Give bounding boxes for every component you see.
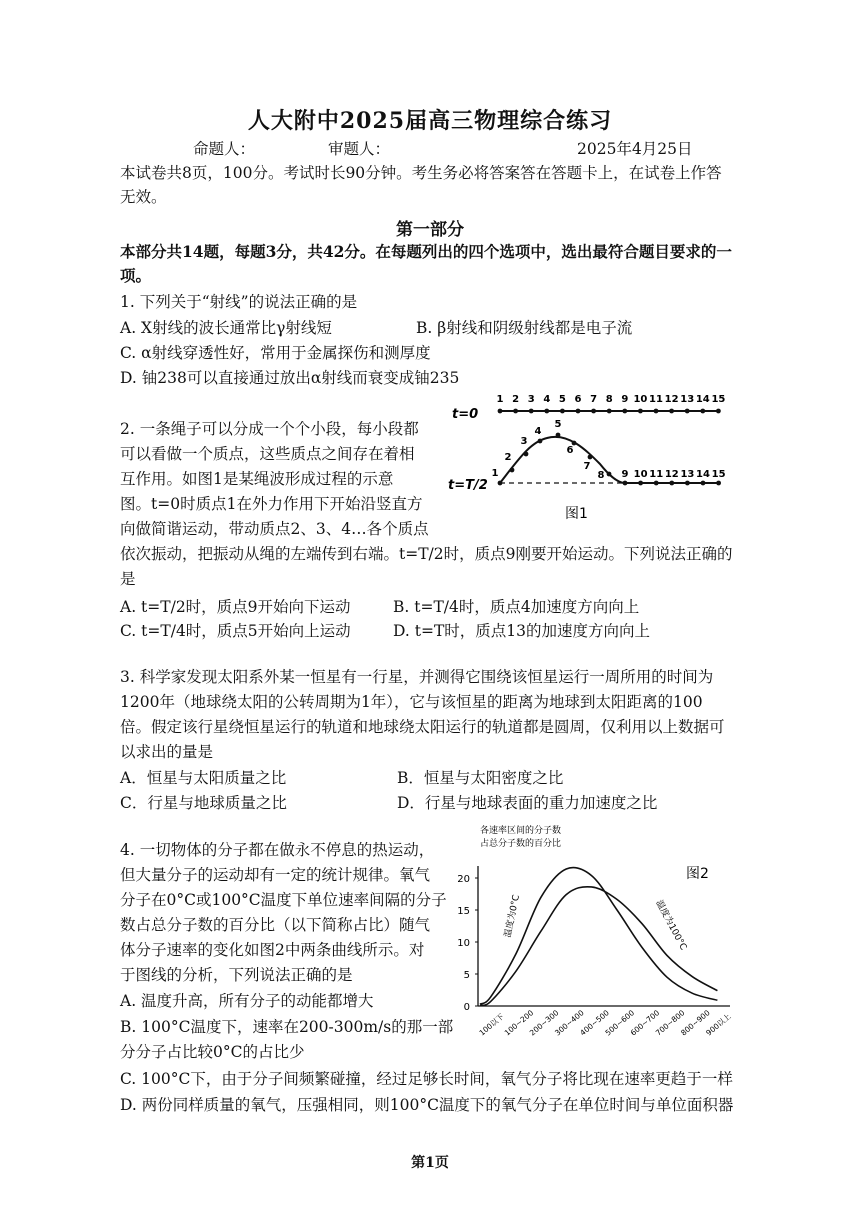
- fig1-wave-number: 8: [597, 470, 605, 481]
- fig1-flat-number: 13: [680, 469, 695, 480]
- fig1-wave-number: 5: [554, 419, 562, 430]
- fig2-y-tick-label: 15: [457, 906, 470, 917]
- fig1-top-point: [700, 409, 705, 414]
- q2-option-c: C. t=T/4时，质点5开始向上运动: [120, 622, 351, 640]
- fig2-x-tick-label: 500~600: [603, 1008, 637, 1038]
- fig1-top-point: [544, 409, 549, 414]
- q2-option-b: B. t=T/4时，质点4加速度方向向上: [393, 598, 640, 616]
- fig2-curve-label-0c: 温度为0°C: [503, 893, 522, 939]
- fig2-x-tick-label: 900以上: [704, 1011, 733, 1038]
- fig1-flat-point: [701, 481, 706, 486]
- fig1-top-point: [669, 409, 674, 414]
- fig1-top-number: 15: [711, 394, 726, 405]
- fig1-wave-number: 2: [504, 452, 512, 463]
- fig1-top-number: 3: [527, 394, 535, 405]
- fig1-wave-point: [607, 472, 612, 477]
- fig1-wave-number: 6: [566, 445, 574, 456]
- fig1-wave-curve: [500, 437, 624, 483]
- q2-line-4: 图。t=0时质点1在外力作用下开始沿竖直方: [120, 495, 423, 513]
- q3-line-1: 3. 科学家发现太阳系外某一恒星有一行星，并测得它围绕该恒星运行一周所用的时间为: [120, 668, 714, 686]
- fig1-top-point: [716, 409, 721, 414]
- q2-line-1: 2. 一条绳子可以分成一个个小段，每小段都: [120, 420, 419, 438]
- intro-line-2: 无效。: [120, 188, 167, 206]
- fig1-top-point: [513, 409, 518, 414]
- q4-option-b-line-2: 分分子占比较0°C的占比少: [120, 1043, 305, 1061]
- q4-line-6: 于图线的分析，下列说法正确的是: [120, 966, 353, 984]
- fig1-top-point: [560, 409, 565, 414]
- q1-option-b: B. β射线和阴级射线都是电子流: [416, 319, 633, 337]
- q4-line-4: 数占总分子数的百分比（以下简称占比）随气: [120, 916, 431, 934]
- fig2-y-tick-label: 10: [457, 938, 470, 949]
- reviewer-label: 审题人：: [328, 140, 391, 158]
- q1-option-d: D. 铀238可以直接通过放出α射线而衰变成铀235: [120, 369, 460, 387]
- fig1-flat-number: 9: [621, 469, 629, 480]
- fig2-y-tick-label: 5: [463, 970, 470, 981]
- q4-line-5: 体分子速率的变化如图2中两条曲线所示。对: [120, 941, 425, 959]
- fig1-top-number: 11: [649, 394, 663, 405]
- fig1-top-number: 2: [512, 394, 520, 405]
- fig1-top-number: 12: [664, 394, 679, 405]
- fig1-wave-point: [538, 439, 543, 444]
- fig1-top-number: 9: [621, 394, 629, 405]
- fig2-x-tick-label: 200~300: [527, 1008, 561, 1038]
- fig1-wave-number: 3: [520, 436, 528, 447]
- fig1-top-point: [622, 409, 627, 414]
- fig1-top-number: 14: [695, 394, 710, 405]
- fig1-flat-number: 10: [633, 469, 648, 480]
- fig1-flat-number: 12: [664, 469, 679, 480]
- q1-option-a: A. X射线的波长通常比γ射线短: [120, 319, 332, 337]
- q2-line-5: 向做简谐运动，带动质点2、3、4…各个质点: [120, 520, 429, 538]
- exam-title: 人大附中2025届高三物理综合练习: [247, 108, 613, 134]
- fig2-x-ticks: [478, 1008, 733, 1037]
- q3-line-3: 倍。假定该行星绕恒星运行的轨道和地球绕太阳运行的轨道都是圆周，仅利用以上数据可: [120, 718, 725, 736]
- fig2-x-tick-label: 100~200: [502, 1008, 536, 1038]
- fig1-top-point: [498, 409, 503, 414]
- section-desc-1: 本部分共14题，每题3分，共42分。在每题列出的四个选项中，选出最符合题目要求的一: [120, 242, 732, 261]
- fig1-top-point: [685, 409, 690, 414]
- q3-option-b: B．恒星与太阳密度之比: [397, 769, 564, 787]
- fig1-top-number: 8: [605, 394, 613, 405]
- q4-line-2: 但大量分子的运动却有一定的统计规律。氧气: [120, 866, 431, 884]
- fig1-wave-point: [510, 468, 515, 473]
- fig1-top-point: [654, 409, 659, 414]
- fig1-label-t0: t=0: [452, 407, 479, 422]
- fig1-flat-number: 11: [649, 469, 664, 480]
- fig1-top-point: [638, 409, 643, 414]
- q2-option-d: D. t=T时，质点13的加速度方向向上: [393, 622, 651, 640]
- fig2-y-tick-label: 20: [457, 874, 470, 885]
- fig2-y-tick-label: 0: [463, 1002, 470, 1013]
- q2-line-2: 可以看做一个质点，这些质点之间存在着相: [120, 445, 415, 463]
- fig1-flat-point: [716, 481, 721, 486]
- fig1-flat-point: [685, 481, 690, 486]
- q4-option-b-line-1: B. 100°C温度下，速率在200-300m/s的那一部: [120, 1018, 454, 1036]
- q3-option-d: D．行星与地球表面的重力加速度之比: [397, 794, 658, 812]
- q1-stem: 1. 下列关于“射线”的说法正确的是: [120, 293, 358, 311]
- intro-line-1: 本试卷共8页，100分。考试时长90分钟。考生务必将答案答在答题卡上，在试卷上作答: [120, 164, 722, 182]
- fig1-wave-number: 4: [534, 426, 542, 437]
- fig1-wave-point: [524, 452, 529, 457]
- fig2-x-tick-label: 400~500: [578, 1008, 611, 1038]
- fig2-ylabel-line-2: 占总分子数的百分比: [480, 839, 562, 849]
- fig1-top-number: 1: [496, 394, 504, 405]
- fig1-top-numbers: [497, 394, 726, 405]
- fig1-top-number: 13: [680, 394, 695, 405]
- fig2-ylabel-line-1: 各速率区间的分子数: [480, 826, 562, 836]
- q3-line-4: 以求出的量是: [120, 743, 214, 761]
- fig2-curve-label-100c: 温度为100°C: [653, 898, 688, 952]
- fig1-flat-point: [669, 481, 674, 486]
- fig1-top-number: 4: [543, 394, 551, 405]
- fig1-top-number: 6: [574, 394, 582, 405]
- fig1-flat-point: [654, 481, 659, 486]
- fig1-top-point: [607, 409, 612, 414]
- fig2-x-tick-label: 600~700: [628, 1008, 662, 1038]
- fig1-flat-number: 14: [696, 469, 710, 480]
- fig1-wave-point: [556, 433, 561, 438]
- figure-1-rope-wave: [448, 390, 738, 525]
- fig1-wave-point: [498, 481, 503, 486]
- fig1-top-number: 5: [558, 394, 566, 405]
- q4-option-c: C. 100°C下，由于分子间频繁碰撞，经过足够长时间，氧气分子将比现在速率更趋于一样: [120, 1070, 733, 1088]
- fig1-flat-point: [638, 481, 643, 486]
- fig1-top-point: [529, 409, 534, 414]
- fig2-caption: 图2: [686, 866, 709, 882]
- fig2-x-tick-label: 800~900: [679, 1008, 712, 1038]
- q2-option-a: A. t=T/2时，质点9开始向下运动: [120, 598, 351, 616]
- q3-line-2: 1200年（地球绕太阳的公转周期为1年），它与该恒星的距离为地球到太阳距离的100: [120, 693, 703, 711]
- q4-option-a: A. 温度升高，所有分子的动能都增大: [120, 992, 374, 1010]
- q4-option-d: D. 两份同样质量的氧气，压强相同，则100°C温度下的氧气分子在单位时间与单位面积器: [120, 1096, 734, 1114]
- figure-2-speed-distribution: [440, 820, 750, 1050]
- fig1-top-number: 7: [590, 394, 598, 405]
- fig2-x-tick-label: 700~800: [653, 1008, 687, 1038]
- fig1-label-t1: t=T/2: [448, 478, 488, 493]
- fig2-y-ticks: [457, 874, 478, 1013]
- section-desc-2: 项。: [120, 266, 152, 285]
- q2-line-7: 是: [120, 570, 136, 588]
- fig1-caption: 图1: [565, 506, 588, 522]
- section-heading: 第一部分: [396, 220, 464, 240]
- fig1-top-number: 10: [633, 394, 648, 405]
- setter-label: 命题人：: [193, 140, 256, 158]
- fig2-x-tick-label: 100以下: [477, 1011, 506, 1038]
- page-footer: 第1页: [411, 1155, 449, 1171]
- q4-line-3: 分子在0°C或100°C温度下单位速率间隔的分子: [120, 891, 447, 909]
- fig1-wave-point: [588, 455, 593, 460]
- q2-line-3: 互作用。如图1是某绳波形成过程的示意: [120, 470, 394, 488]
- q1-option-c: C. α射线穿透性好，常用于金属探伤和测厚度: [120, 344, 431, 362]
- fig1-top-point: [591, 409, 596, 414]
- fig1-top-points: [498, 409, 721, 414]
- fig1-top-point: [576, 409, 581, 414]
- fig2-x-tick-label: 300~400: [553, 1008, 586, 1038]
- q2-line-6: 依次振动，把振动从绳的左端传到右端。t=T/2时，质点9刚要开始运动。下列说法正确的: [120, 545, 733, 563]
- q3-option-c: C．行星与地球质量之比: [120, 794, 287, 812]
- fig1-flat-point: [623, 481, 628, 486]
- fig1-wave-number: 7: [583, 461, 591, 472]
- q3-option-a: A．恒星与太阳质量之比: [120, 769, 287, 787]
- fig1-flat-number: 15: [711, 469, 726, 480]
- exam-date: 2025年4月25日: [577, 140, 693, 158]
- fig1-wave-number: 1: [491, 468, 499, 479]
- q4-line-1: 4. 一切物体的分子都在做永不停息的热运动，: [120, 841, 435, 859]
